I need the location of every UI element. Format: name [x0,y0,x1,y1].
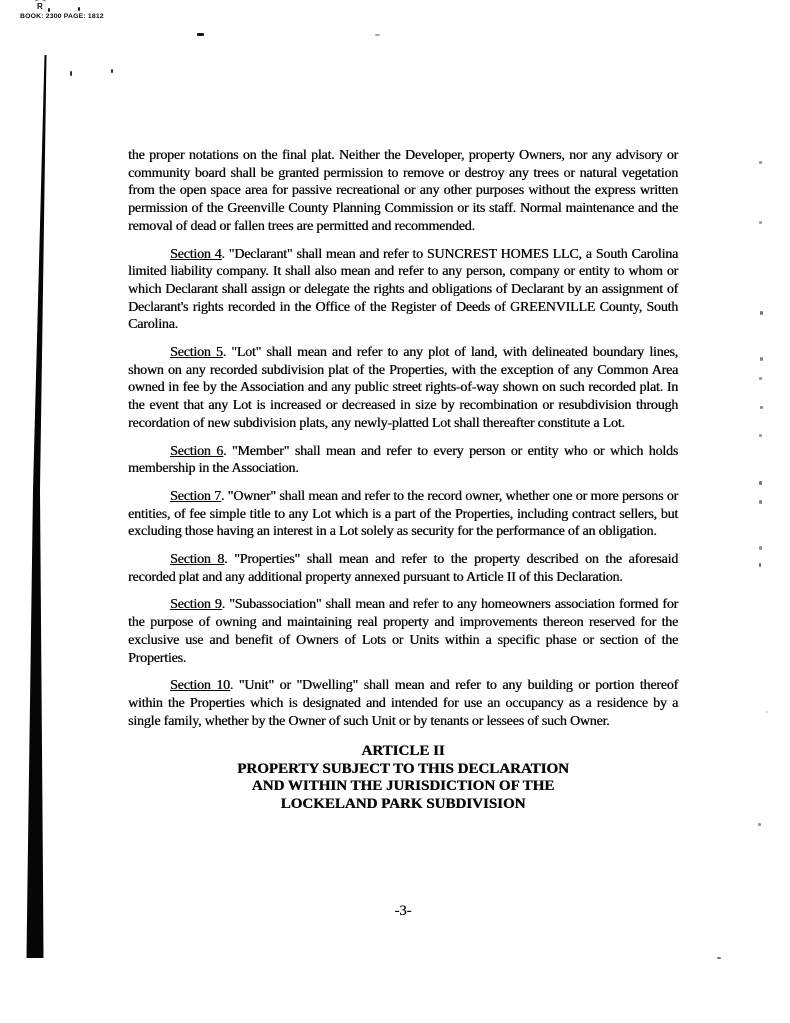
paragraph-section-10 [128,677,678,730]
article-heading-line-2: PROPERTY SUBJECT TO THIS DECLARATION [237,760,569,777]
scan-speck [111,69,113,73]
article-heading [128,743,678,813]
section-5-text: . "Lot" shall mean and refer to any plot of land, with delineated boundary lines, shown on any recorded subdivision plat of the Properties, with the exception of any Common Area owned in fee by the Association and any public street rights-of-way shown on such recorded plat. In the event that any Lot is increased or decreased in size by recombination or resubdivision through recordation of new subdivision plats, any newly-platted Lot shall thereafter constitute a Lot. [128,345,678,431]
section-9-label: Section 9 [170,597,222,613]
section-6-text: . "Member" shall mean and refer to every person or entity who or which holds membership in the Association. [128,443,678,477]
scan-speck [759,161,762,164]
scan-speck [759,481,762,485]
scan-speck [78,7,80,11]
paragraph-section-4 [128,246,678,335]
paragraph-section-7 [128,488,678,541]
paragraph-section-9 [128,596,678,667]
scan-speck [759,377,762,380]
scan-speck [760,357,763,361]
scan-speck [375,34,380,36]
paragraph-section-8 [128,551,678,586]
scan-speck [759,221,762,224]
section-8-text: . "Properties" shall mean and refer to the property described on the aforesaid recorded plat and any additional property annexed pursuant to Article II of this Declaration. [128,552,678,585]
section-10-text: . "Unit" or "Dwelling" shall mean and refer to any building or portion thereof within the Properties which is designated and intended for use an occupancy as a residence by a single family, whether by the Owner of such Unit or by tenants or lessees of such Owner. [128,678,678,729]
article-heading-line-4: LOCKELAND PARK SUBDIVISION [280,795,526,812]
book-page-label: BOOK: 2300 PAGE: 1812 [20,13,104,20]
stamp-letter: R [37,2,43,11]
section-9-text: . "Subassociation" shall mean and refer to any homeowners association formed for the purpose of owning and maintaining real property and improvements thereon reserved for the exclusive use and benefit of Owners of Lots or Units within a specific phase or section of the Properties. [128,597,678,666]
scan-speck [759,500,762,504]
scan-speck [759,563,761,567]
scan-speck [760,311,763,315]
scan-speck [70,71,72,76]
section-7-text: . "Owner" shall mean and refer to the record owner, whether one or more persons or entities, of fee simple title to any Lot which is a part of the Properties, including contract sellers, but excluding those having an interest in a Lot solely as security for the performance of an obligation. [128,488,678,540]
section-4-label: Section 4 [170,246,222,262]
scan-speck [197,33,204,36]
article-heading-line-1: ARTICLE II [361,743,445,760]
paragraph-continuation: the proper notations on the final plat. Neither the Developer, property Owners, nor any advisory or community board shall be granted permission to remove or destroy any trees or natural vegetation from the open space area for passive recreational or any other purposes without the express written permission of the Greenville County Planning Commission or its staff. Normal maintenance and the removal of dead or fallen trees are permitted and recommended. [128,148,678,234]
paragraph-section-6 [128,443,678,478]
document-body [128,147,678,813]
scan-speck [758,823,761,826]
section-6-label: Section 6 [170,443,223,459]
section-7-label: Section 7 [170,488,221,504]
section-4-text: . "Declarant" shall mean and refer to SUNCREST HOMES LLC, a South Carolina limited liability company. It shall also mean and refer to any person, company or entity to whom or which Declarant shall assign or delegate the rights and obligations of Declarant by an assignment of Declarant's rights recorded in the Office of the Register of Deeds of GREENVILLE County, South Carolina. [128,246,678,333]
scan-speck [759,434,762,437]
section-10-label: Section 10 [170,678,230,694]
scan-speck [760,406,763,409]
section-8-label: Section 8 [170,552,225,568]
scan-speck [759,546,762,550]
scan-speck [766,711,768,713]
paragraph-section-5 [128,344,678,433]
article-heading-line-3: AND WITHIN THE JURISDICTION OF THE [251,778,555,795]
section-5-label: Section 5 [170,345,223,361]
stamp-mark [37,2,43,11]
scan-speck [48,8,50,12]
scan-speck [717,957,721,959]
page-number: -3- [394,903,412,919]
